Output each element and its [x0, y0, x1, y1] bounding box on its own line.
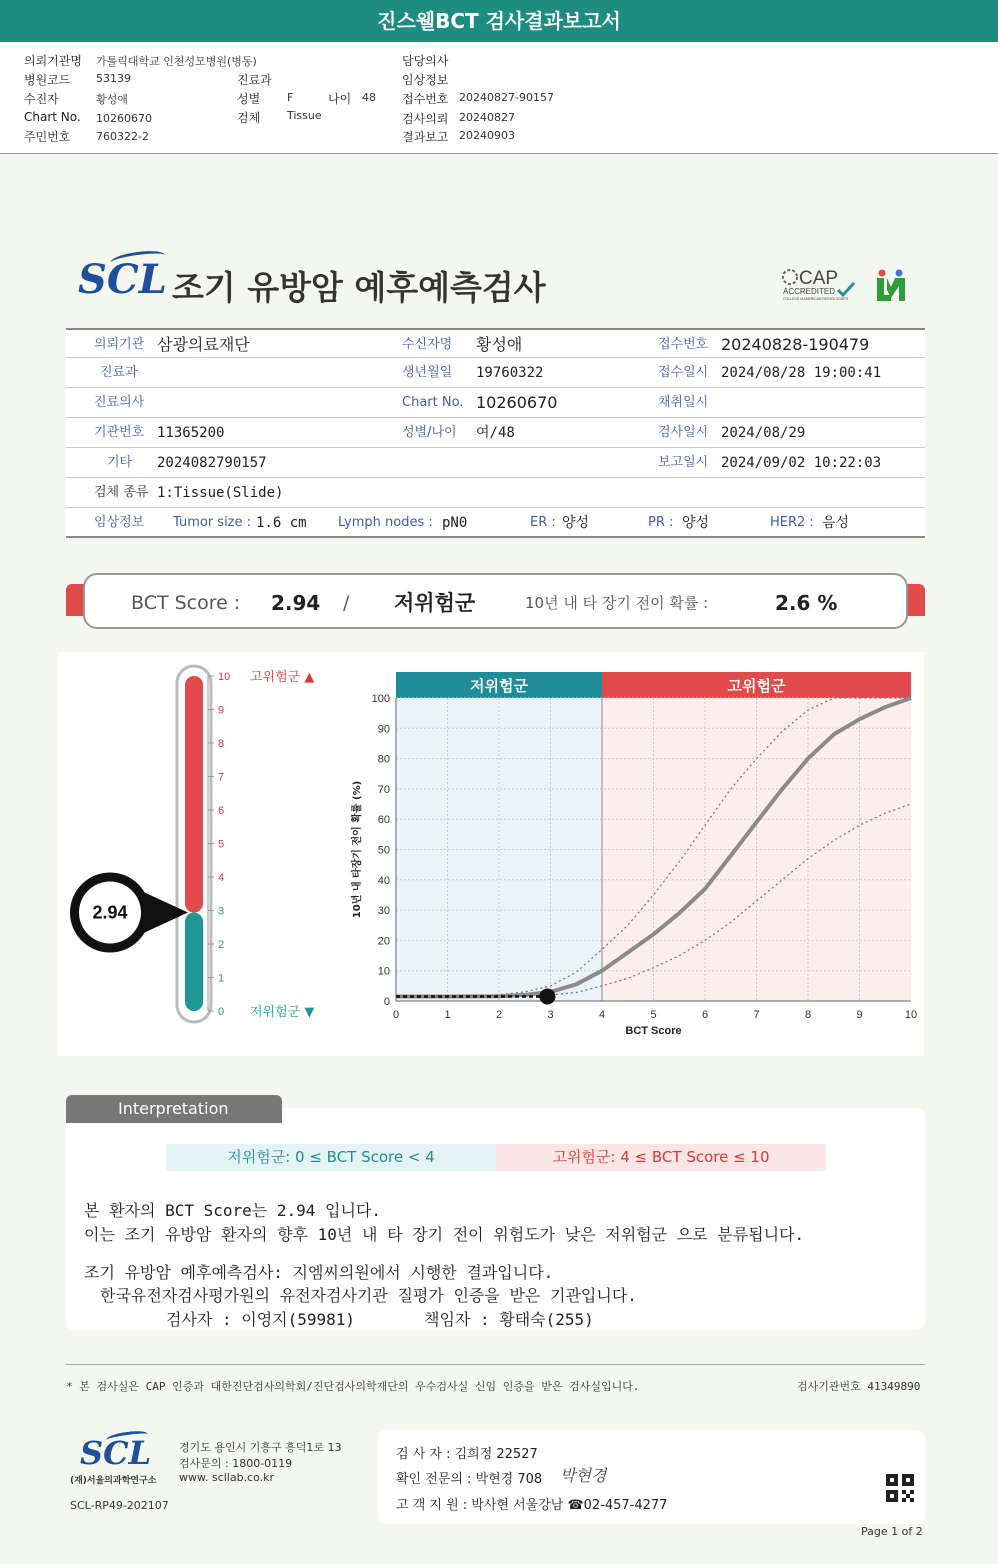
- sig-support: 고 객 지 원 : 박사현 서울강남 ☎02-457-4277: [396, 1498, 668, 1513]
- gauge-tick-label: 5: [218, 838, 225, 851]
- top-value: 20240827: [459, 111, 515, 124]
- high-band-label: 고위험군: [727, 677, 786, 695]
- y-axis-label: 10년 내 타장기 전이 확률 (%): [352, 780, 363, 919]
- tumor-size: 1.6 cm: [256, 515, 307, 531]
- top-label: 검체: [237, 111, 261, 125]
- label: 의뢰기관: [94, 337, 145, 352]
- lymph-nodes: pN0: [442, 515, 468, 531]
- sig-tester: 검 사 자 : 김희정 22527: [396, 1447, 538, 1462]
- gauge-tick-label: 4: [218, 872, 225, 884]
- label: 성별/나이: [402, 425, 457, 440]
- footer-note: * 본 검사실은 CAP 인증과 대한진단검사의학회/진단검사의학재단의 우수검사실 신임 인증을 받은 검사실입니다.: [66, 1380, 640, 1393]
- label: 수신자명: [402, 337, 453, 352]
- label: Tumor size :: [173, 515, 252, 530]
- dob: 19760322: [476, 365, 544, 381]
- test-date: 2024/08/29: [721, 425, 806, 441]
- top-value: Tissue: [287, 109, 322, 122]
- x-tick-label: 1: [444, 1009, 451, 1021]
- interp-line: 조기 유방암 예후예측검사: 지엠씨의원에서 시행한 결과입니다.: [84, 1263, 554, 1282]
- sex-age: 여/48: [476, 425, 515, 441]
- x-tick-label: 3: [547, 1009, 554, 1021]
- top-label: 병원코드: [24, 73, 71, 87]
- footer-form-code: SCL-RP49-202107: [70, 1499, 169, 1512]
- table-row: [66, 328, 925, 358]
- x-tick-label: 8: [804, 1009, 812, 1021]
- patient-point: [539, 988, 555, 1004]
- label: Chart No.: [402, 395, 464, 410]
- score-band-left: [66, 584, 84, 616]
- label: 기타: [107, 455, 133, 470]
- top-label: 진료과: [237, 73, 272, 87]
- gauge-tick-label: 9: [218, 704, 225, 717]
- cap-accredited-logo: [780, 266, 865, 302]
- top-info-panel: [0, 42, 998, 154]
- x-tick-label: 9: [856, 1009, 863, 1021]
- page-number: Page 1 of 2: [861, 1525, 923, 1538]
- label: 검체 종류: [94, 485, 149, 500]
- y-tick-label: 40: [377, 874, 390, 887]
- top-value: 10260670: [96, 112, 152, 125]
- y-tick-label: 30: [377, 905, 390, 918]
- footer-scl-logo: SCL: [80, 1434, 152, 1472]
- top-label: 담당의사: [402, 54, 449, 68]
- label: HER2 :: [770, 515, 814, 530]
- cap-logo-text: CAP: [799, 268, 839, 289]
- footer-scl-sub: (재)서울의과학연구소: [70, 1476, 157, 1486]
- specimen: 1:Tissue(Slide): [157, 485, 284, 501]
- x-tick-label: 4: [598, 1009, 606, 1021]
- y-tick-label: 20: [377, 935, 390, 948]
- patient-info-table: [66, 328, 925, 538]
- gauge-tick-label: 0: [218, 1006, 225, 1018]
- cap-logo-small: COLLEGE of AMERICAN PATHOLOGISTS: [783, 297, 849, 301]
- top-label: 결과보고: [402, 130, 449, 144]
- y-tick-label: 50: [377, 844, 390, 857]
- tester: 검사자 : 이영지(59981): [166, 1310, 356, 1329]
- x-tick-label: 6: [701, 1009, 709, 1021]
- top-value: 20240903: [459, 129, 515, 142]
- etc: 2024082790157: [157, 455, 267, 471]
- top-label: 수진자: [24, 92, 59, 106]
- gauge-marker-label: 2.94: [92, 902, 128, 923]
- x-tick-label: 10: [904, 1009, 918, 1021]
- requesting-org: 삼광의료재단: [157, 335, 250, 354]
- table-row: [66, 418, 925, 448]
- y-tick-label: 100: [371, 693, 390, 705]
- qr-code-icon: [886, 1474, 914, 1502]
- y-tick-label: 80: [377, 753, 390, 766]
- x-tick-label: 7: [753, 1009, 760, 1021]
- table-row: [66, 478, 925, 508]
- gauge-high-label: 고위험군 ▲: [250, 670, 315, 685]
- x-tick-label: 0: [392, 1009, 400, 1021]
- footer-inst-no: 검사기관번호 41349890: [797, 1380, 921, 1393]
- gauge-low-label: 저위험군 ▼: [250, 1005, 315, 1020]
- handwritten-signature: 박현경: [560, 1466, 607, 1485]
- report-title: 진스웰BCT 검사결과보고서: [0, 0, 998, 42]
- gauge-high-fill: [185, 676, 203, 913]
- interp-line: 이는 조기 유방암 환자의 향후 10년 내 타 장기 전이 위험도가 낮은 저위험군 으로 분류됩니다.: [84, 1225, 805, 1244]
- prob-label: 10년 내 타 장기 전이 확률 :: [525, 594, 709, 612]
- manager: 책임자 : 황태숙(255): [424, 1310, 594, 1329]
- gauge-tick-label: 3: [218, 905, 225, 918]
- label: 임상정보: [94, 515, 145, 530]
- signature-box: [378, 1430, 925, 1524]
- pr-status: 양성: [682, 515, 710, 531]
- score-band-right: [906, 584, 925, 616]
- y-tick-label: 70: [377, 783, 390, 796]
- gauge-tick-label: 10: [218, 671, 231, 683]
- interpretation-tab: Interpretation: [66, 1095, 282, 1123]
- y-tick-label: 0: [383, 996, 390, 1008]
- recipient: 황성애: [476, 335, 523, 354]
- low-risk-legend: 저위험군: 0 ≤ BCT Score < 4: [166, 1144, 496, 1171]
- cap-logo-sub: ACCREDITED: [783, 287, 836, 296]
- label: 채취일시: [658, 395, 709, 410]
- page-title: 조기 유방암 예후예측검사: [172, 268, 546, 307]
- table-row: [66, 448, 925, 478]
- high-risk-legend: 고위험군: 4 ≤ BCT Score ≤ 10: [496, 1144, 826, 1171]
- x-tick-label: 5: [650, 1009, 657, 1021]
- top-value: 53139: [96, 72, 131, 85]
- gauge-tick-label: 1: [218, 972, 225, 985]
- y-tick-label: 90: [377, 723, 390, 736]
- report-date: 2024/09/02 10:22:03: [721, 455, 882, 471]
- table-row: [66, 388, 925, 418]
- top-label: 나이: [328, 92, 352, 106]
- top-value: 20240827-90157: [459, 91, 554, 104]
- top-label: 의뢰기관명: [24, 54, 82, 68]
- scl-logo: SCL: [78, 256, 167, 303]
- inst-no: 11365200: [157, 425, 225, 441]
- label: 진료과: [100, 365, 138, 380]
- score-label: BCT Score :: [131, 592, 241, 614]
- gauge-tick-label: 7: [218, 771, 225, 784]
- label: ER :: [530, 515, 556, 530]
- footer-address: 경기도 용인시 기흥구 흥덕1로 13: [179, 1441, 342, 1454]
- label: 접수번호: [658, 337, 709, 352]
- risk-group: 저위험군: [394, 591, 476, 615]
- score-separator: /: [343, 592, 350, 614]
- gauge-tick-label: 6: [218, 805, 225, 817]
- top-label: 성별: [237, 92, 261, 106]
- x-tick-label: 2: [495, 1009, 503, 1021]
- score-value: 2.94: [271, 591, 321, 615]
- label: PR :: [648, 515, 674, 530]
- gauge-low-fill: [185, 913, 203, 1011]
- her2-status: 음성: [822, 515, 850, 531]
- footer-contact: 검사문의 : 1800-0119: [179, 1457, 293, 1470]
- top-value: F: [287, 91, 294, 104]
- gauge-tick-label: 2: [218, 939, 225, 951]
- top-label: 임상정보: [402, 73, 449, 87]
- receipt-no: 20240828-190479: [721, 335, 870, 354]
- label: 진료의사: [94, 395, 145, 410]
- top-label: Chart No.: [24, 110, 81, 124]
- chart-no: 10260670: [476, 393, 558, 412]
- gauge-tick-label: 8: [218, 738, 225, 750]
- score-summary: [83, 573, 908, 629]
- top-value: 가톨릭대학교 인천성모병원(병동): [96, 55, 257, 68]
- label: 검사일시: [658, 425, 709, 440]
- label: 보고일시: [658, 455, 709, 470]
- lm-logo: [875, 268, 907, 302]
- top-value: 760322-2: [96, 130, 149, 143]
- top-label: 주민번호: [24, 130, 71, 144]
- table-row: [66, 358, 925, 388]
- y-tick-label: 10: [377, 965, 390, 978]
- interp-line: 한국유전자검사평가원의 유전자검사기관 질평가 인증을 받은 기관입니다.: [100, 1286, 637, 1305]
- footer-website[interactable]: www. scllab.co.kr: [179, 1471, 275, 1484]
- y-tick-label: 60: [377, 814, 390, 827]
- table-row: [66, 508, 925, 538]
- er-status: 양성: [562, 515, 590, 531]
- label: 접수일시: [658, 365, 709, 380]
- score-gauge: [58, 652, 338, 1056]
- interp-line: 본 환자의 BCT Score는 2.94 입니다.: [84, 1201, 382, 1220]
- chart-panel: [58, 652, 924, 1056]
- top-label: 접수번호: [402, 92, 449, 106]
- label: 기관번호: [94, 425, 145, 440]
- top-value: 48: [362, 91, 376, 104]
- top-label: 검사의뢰: [402, 112, 449, 126]
- risk-curve-chart: [348, 652, 918, 1056]
- receipt-date: 2024/08/28 19:00:41: [721, 365, 882, 381]
- prob-value: 2.6 %: [775, 591, 838, 615]
- low-band-label: 저위험군: [470, 677, 528, 695]
- x-axis-label: BCT Score: [625, 1025, 682, 1037]
- label: Lymph nodes :: [338, 515, 433, 530]
- sig-specialist: 확인 전문의 : 박현경 708: [396, 1472, 543, 1487]
- top-value: 황성애: [96, 93, 128, 106]
- label: 생년월일: [402, 365, 453, 380]
- footer-divider: [66, 1364, 925, 1365]
